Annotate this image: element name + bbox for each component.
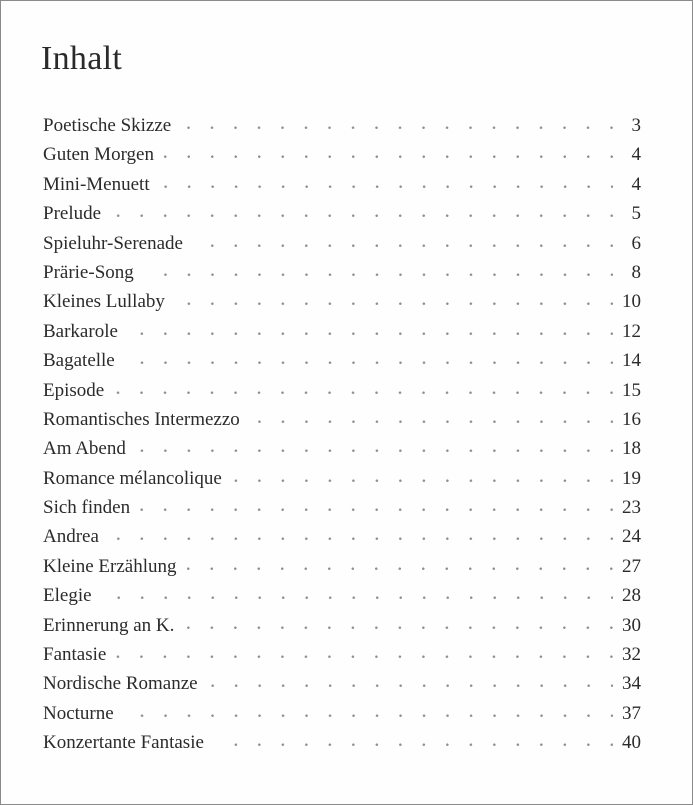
toc-entry: [43, 699, 641, 728]
toc-entry-title: Guten Morgen: [43, 140, 164, 169]
dot-leader: [109, 522, 613, 551]
toc-entry: [43, 140, 641, 169]
dot-leader: [114, 376, 613, 405]
toc-entry-title: Romance mélancolique: [43, 464, 232, 493]
dot-leader: [140, 493, 613, 522]
toc-entry-page: 34: [622, 673, 641, 695]
toc-entry: [43, 522, 641, 551]
toc-entry-page: 37: [622, 702, 641, 724]
toc-entry-title: Kleine Erzählung: [43, 552, 186, 581]
dot-leader: [232, 464, 613, 493]
toc-entry-title: Kleines Lullaby: [43, 287, 175, 316]
toc-entry-page: 12: [622, 320, 641, 342]
toc-entry-title: Sich finden: [43, 493, 140, 522]
dot-leader: [214, 728, 613, 757]
dot-leader: [136, 434, 613, 463]
toc-entry-title: Elegie: [43, 581, 102, 610]
toc-entry: [43, 317, 641, 346]
toc-entry: [43, 258, 641, 287]
toc-entry-title: Am Abend: [43, 434, 136, 463]
toc-entry: [43, 346, 641, 375]
toc-entry-page: 8: [631, 261, 641, 283]
toc-entry-title: Andrea: [43, 522, 109, 551]
dot-leader: [111, 199, 613, 228]
dot-leader: [125, 346, 613, 375]
dot-leader: [164, 140, 613, 169]
toc-entry-page: 15: [622, 379, 641, 401]
toc-entry-title: Prelude: [43, 199, 111, 228]
dot-leader: [250, 405, 613, 434]
toc-entry: [43, 199, 641, 228]
dot-leader: [186, 552, 613, 581]
dot-leader: [160, 170, 613, 199]
toc-entry-title: Mini-Menuett: [43, 170, 160, 199]
dot-leader: [144, 258, 613, 287]
toc-entry-page: 4: [631, 173, 641, 195]
toc-entry-page: 3: [631, 115, 641, 136]
toc-entry-title: Romantisches Intermezzo: [43, 405, 250, 434]
toc-entry: [43, 640, 641, 669]
toc-entry: [43, 376, 641, 405]
toc-entry-title: Nocturne: [43, 699, 124, 728]
toc-entry-title: Fantasie: [43, 640, 116, 669]
toc-entry: [43, 669, 641, 698]
toc-entry: [43, 111, 641, 140]
toc-entry-page: 28: [622, 585, 641, 607]
toc-entry: [43, 581, 641, 610]
page-title: Inhalt: [41, 40, 123, 77]
toc-entry-title: Prärie-Song: [43, 258, 144, 287]
dot-leader: [175, 287, 613, 316]
toc-entry: [43, 464, 641, 493]
dot-leader: [116, 640, 613, 669]
toc-entry-page: 14: [622, 350, 641, 372]
toc-entry: [43, 552, 641, 581]
toc-entry-page: 6: [631, 232, 641, 254]
toc-entry-page: 4: [631, 144, 641, 166]
toc-entry: [43, 434, 641, 463]
toc-entry: [43, 493, 641, 522]
dot-leader: [208, 669, 613, 698]
toc-entry-page: 27: [622, 555, 641, 577]
toc-entry: [43, 728, 641, 757]
dot-leader: [181, 111, 613, 140]
toc-entry-page: 32: [622, 644, 641, 666]
toc-entry-page: 23: [622, 497, 641, 519]
toc-entry-title: Episode: [43, 376, 114, 405]
toc-entry-title: Poetische Skizze: [43, 111, 181, 140]
dot-leader: [124, 699, 613, 728]
toc-entry-page: 10: [622, 291, 641, 313]
toc-entry: [43, 611, 641, 640]
toc-entry-page: 40: [622, 732, 641, 754]
toc-entry-page: 24: [622, 526, 641, 548]
toc-entry: [43, 229, 641, 258]
dot-leader: [102, 581, 613, 610]
toc-entry-page: 30: [622, 614, 641, 636]
toc-entry-title: Nordische Romanze: [43, 669, 208, 698]
toc-entry-title: Spieluhr-Serenade: [43, 229, 193, 258]
toc-entry: [43, 287, 641, 316]
toc-entry-title: Konzertante Fantasie: [43, 728, 214, 757]
toc-entry: [43, 170, 641, 199]
toc-entry-title: Barkarole: [43, 317, 128, 346]
toc-entry-page: 16: [622, 408, 641, 430]
dot-leader: [193, 229, 613, 258]
toc-entry-page: 19: [622, 467, 641, 489]
toc-entry-title: Erinnerung an K.: [43, 611, 184, 640]
toc-entry-title: Bagatelle: [43, 346, 125, 375]
toc-entry-page: 18: [622, 438, 641, 460]
dot-leader: [128, 317, 613, 346]
dot-leader: [184, 611, 613, 640]
table-of-contents: [43, 111, 641, 758]
toc-entry-page: 5: [631, 203, 641, 225]
toc-entry: [43, 405, 641, 434]
